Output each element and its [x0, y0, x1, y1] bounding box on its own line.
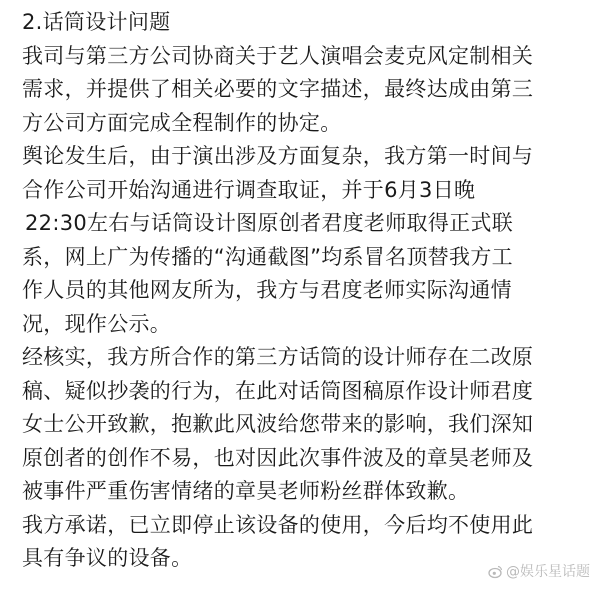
paragraph-line: 方公司方面完成全程制作的协定。: [22, 110, 342, 135]
paragraph-line: 稿、疑似抄袭的行为，在此对话筒图稿原作设计师君度: [22, 378, 534, 403]
paragraph-line: 合作公司开始沟通进行调查取证，并于6月3日晚: [22, 177, 476, 202]
weibo-logo-icon: [488, 564, 503, 579]
paragraph-line: 况，现作公示。: [22, 311, 172, 336]
paragraph-line: 被事件严重伤害情绪的章昊老师粉丝群体致歉。: [22, 479, 470, 503]
paragraph-line: 22:30左右与话筒设计图原创者君度老师取得正式联: [25, 211, 514, 235]
paragraph-line: 我方承诺，已立即停止该设备的使用，今后均不使用此: [22, 512, 534, 537]
paragraph-line: 原创者的创作不易，也对因此次事件波及的章昊老师及: [22, 445, 534, 470]
paragraph-line: 需求，并提供了相关必要的文字描述，最终达成由第三: [22, 77, 534, 101]
paragraph-line: 系，网上广为传播的“沟通截图”均系冒名顶替我方工: [22, 244, 513, 269]
watermark-text: @娱乐星话题: [506, 564, 590, 580]
paragraph-line: 女士公开致歉，抱歉此风波给您带来的影响，我们深知: [22, 412, 534, 436]
paragraph-line: 经核实，我方所合作的第三方话筒的设计师存在二改原: [22, 345, 534, 369]
paragraph-line: 舆论发生后，由于演出涉及方面复杂，我方第一时间与: [22, 144, 534, 168]
document-body: [22, 6, 590, 576]
section-heading: 2.话筒设计问题: [22, 10, 171, 34]
paragraph-line: 我司与第三方公司协商关于艺人演唱会麦克风定制相关: [22, 43, 534, 68]
watermark: [488, 561, 590, 581]
paragraph-line: 具有争议的设备。: [22, 546, 193, 570]
paragraph-line: 作人员的其他网友所为，我方与君度老师实际沟通情: [22, 278, 512, 302]
